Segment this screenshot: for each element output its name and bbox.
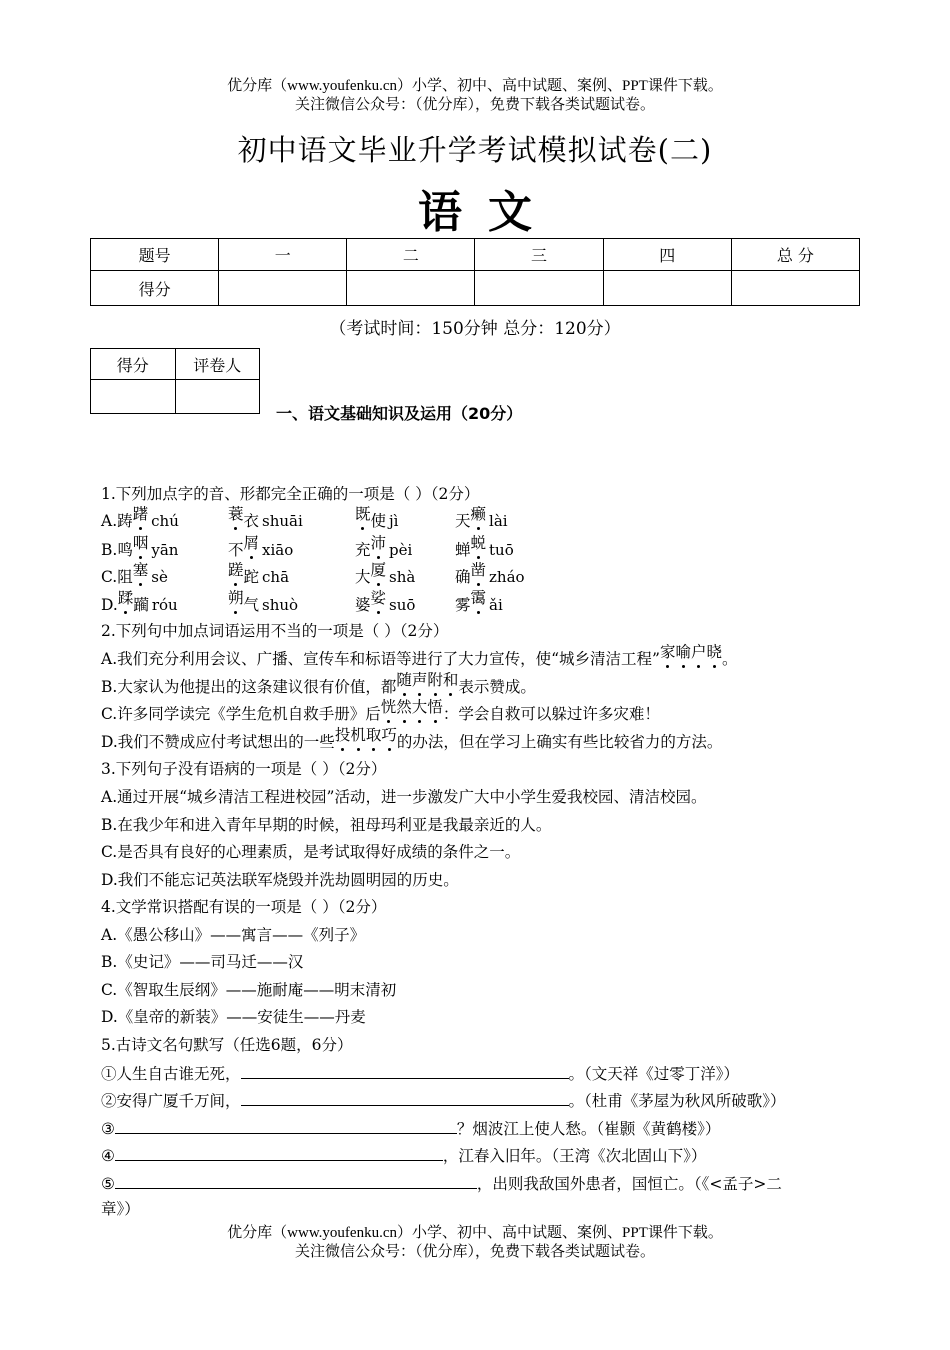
score-table (90, 238, 860, 306)
q1-option-item (228, 505, 303, 531)
q4-option-b: B.《史记》——司马迁——汉 (101, 953, 304, 971)
q1-option-item (101, 561, 168, 587)
footer-line-1: 优分库（www.youfenku.cn）小学、初中、高中试题、案例、PPT课件下载。 (227, 1225, 723, 1241)
dotted-char: 娑 (370, 589, 387, 607)
dotted-char: 癞 (470, 505, 487, 523)
option-label: C. (101, 568, 118, 586)
score-cell-total[interactable] (731, 271, 859, 306)
pinyin: shuāi (262, 512, 303, 530)
word-part: 确 (455, 568, 471, 586)
item-prefix: ③ (101, 1120, 115, 1138)
item-suffix: ，出则我敌国外患者，国恒亡。（《<孟子>二 (476, 1175, 782, 1193)
dotted-word (660, 643, 722, 661)
answer-blank[interactable] (115, 1144, 443, 1161)
grader-score-label: 得分 (91, 349, 176, 380)
item-prefix: ①人生自古谁无死， (101, 1065, 241, 1083)
dotted-char: 晓 (706, 643, 723, 661)
pinyin: suō (389, 596, 416, 614)
dotted-word (335, 726, 397, 744)
dotted-char: 凿 (470, 561, 487, 579)
q1-option-item (101, 534, 179, 560)
dotted-char: 随 (396, 671, 412, 689)
dotted-char: 恍 (380, 698, 397, 716)
q1-option-item (355, 589, 416, 615)
word-part: 躏 (133, 596, 149, 614)
q3-option-b: B.在我少年和进入青年早期的时候，祖母玛利亚是我最亲近的人。 (101, 816, 552, 834)
item-suffix: 。（杜甫《茅屋为秋风所破歌》） (568, 1092, 786, 1110)
sentence-part: ：学会自救可以躲过许多灾难！ (442, 705, 660, 723)
pinyin: ǎi (489, 596, 503, 614)
pinyin: yān (151, 541, 179, 559)
q1-option-item (455, 561, 525, 587)
score-header-part-1: 一 (219, 239, 347, 271)
q1-option-item (101, 505, 179, 531)
pinyin: chú (151, 512, 179, 530)
q5-stem: 5.古诗文名句默写（任选6题，6分） (101, 1036, 353, 1054)
dotted-char: 沛 (370, 534, 387, 552)
sentence-part: 。 (722, 650, 738, 668)
answer-blank[interactable] (241, 1062, 569, 1079)
q3-stem: 3.下列句子没有语病的一项是（ ）（2分） (101, 760, 387, 778)
exam-info: （考试时间：150分钟 总分：120分） (329, 319, 621, 339)
score-cell-3[interactable] (475, 271, 603, 306)
word-part: 使 (370, 512, 387, 530)
dotted-char: 咽 (132, 534, 149, 552)
q3-option-d: D.我们不能忘记英法联军烧毁并洗劫圆明园的历史。 (101, 871, 459, 889)
word-part: 雾 (455, 596, 471, 614)
word-part: 大 (355, 568, 371, 586)
score-header-part-3: 三 (475, 239, 603, 271)
score-cell-1[interactable] (219, 271, 347, 306)
q1-option-item (355, 534, 413, 560)
item-suffix: ？烟波江上使人愁。（崔颢《黄鹤楼》） (456, 1120, 721, 1138)
dotted-char: 蓑 (228, 505, 244, 523)
q5-item (101, 1117, 720, 1139)
q1-option-item (228, 561, 290, 587)
dotted-char: 投 (334, 726, 351, 744)
pinyin: sè (151, 568, 168, 586)
dotted-char: 霭 (470, 589, 487, 607)
q2-option (101, 726, 723, 752)
sentence-part: B.大家认为他提出的这条建议很有价值，都 (101, 678, 397, 696)
answer-blank[interactable] (115, 1117, 457, 1134)
pinyin: zháo (489, 568, 525, 586)
sentence-part: D.我们不赞成应付考试想出的一些 (101, 733, 335, 751)
pinyin: jì (389, 512, 399, 530)
dotted-char: 既 (355, 505, 371, 523)
q5-item (101, 1089, 786, 1111)
item-prefix: ②安得广厦千万间， (101, 1092, 241, 1110)
pinyin: shuò (262, 596, 299, 614)
q1-option-item (228, 534, 294, 560)
dotted-word (381, 698, 443, 716)
subject-title: 语文 (418, 187, 558, 238)
item-suffix: 。（文天祥《过零丁洋》） (568, 1065, 740, 1083)
word-part: 天 (455, 512, 471, 530)
pinyin: shà (389, 568, 416, 586)
word-part: 踌 (117, 512, 133, 530)
q1-option-item (101, 589, 178, 615)
section-title: 一、语文基础知识及运用（20分） (276, 404, 523, 423)
word-part: 阻 (117, 568, 133, 586)
score-header-total: 总 分 (731, 239, 859, 271)
word-part: 衣 (243, 512, 260, 530)
q1-option-item (355, 505, 399, 531)
q2-option (101, 698, 660, 724)
word-part: 充 (355, 541, 371, 559)
pinyin: pèi (389, 541, 413, 559)
word-part: 鸣 (117, 541, 133, 559)
q3-option-a: A.通过开展“城乡清洁工程进校园”活动，进一步激发广大中小学生爱我校园、清洁校园。 (101, 788, 707, 806)
dotted-char: 蜕 (470, 534, 487, 552)
grader-score-cell[interactable] (91, 380, 176, 414)
sentence-part: 的办法，但在学习上确实有些比较省力的方法。 (396, 733, 723, 751)
option-label: A. (101, 512, 118, 530)
item-prefix: ④ (101, 1147, 115, 1165)
q5-wrap-line: 章》） (101, 1200, 140, 1218)
score-cell-4[interactable] (603, 271, 731, 306)
exam-title: 初中语文毕业升学考试模拟试卷(二) (237, 133, 713, 167)
dotted-char: 声 (411, 671, 428, 689)
answer-blank[interactable] (115, 1172, 477, 1189)
score-header-part-4: 四 (603, 239, 731, 271)
q4-option-d: D.《皇帝的新装》——安徒生——丹麦 (101, 1008, 366, 1026)
answer-blank[interactable] (241, 1089, 569, 1106)
q1-option-item (355, 561, 416, 587)
word-part: 婆 (355, 596, 371, 614)
dotted-char: 机 (350, 726, 366, 744)
pinyin: tuō (489, 541, 514, 559)
dotted-char: 附 (427, 671, 443, 689)
dotted-char: 屑 (243, 534, 260, 552)
dotted-char: 厦 (370, 561, 387, 579)
q2-stem: 2.下列句中加点词语运用不当的一项是（ ）（2分） (101, 622, 449, 640)
pinyin: lài (489, 512, 508, 530)
footer-line-2: 关注微信公众号：（优分库），免费下载各类试题试卷。 (294, 1244, 655, 1260)
q2-option (101, 643, 738, 669)
dotted-char: 大 (411, 698, 428, 716)
q1-option-item (228, 589, 299, 615)
q4-option-c: C.《智取生辰纲》——施耐庵——明末清初 (101, 981, 397, 999)
word-part: 不 (228, 541, 244, 559)
option-label: D. (101, 596, 118, 614)
dotted-char: 蹉 (228, 561, 244, 579)
item-prefix: ⑤ (101, 1175, 115, 1193)
q1-stem: 1.下列加点字的音、形都完全正确的一项是（ ）（2分） (101, 485, 480, 503)
score-header-part-2: 二 (347, 239, 475, 271)
dotted-char: 然 (396, 698, 412, 716)
q5-item (101, 1062, 739, 1084)
header-line-1: 优分库（www.youfenku.cn）小学、初中、高中试题、案例、PPT课件下载。 (227, 78, 723, 94)
word-part: 蝉 (455, 541, 471, 559)
dotted-char: 躇 (132, 505, 149, 523)
grader-name-label: 评卷人 (175, 349, 260, 380)
dotted-char: 家 (659, 643, 676, 661)
sentence-part: 表示赞成。 (458, 678, 536, 696)
q4-option-a: A.《愚公移山》——寓言——《列子》 (101, 926, 366, 944)
dotted-char: 朔 (228, 589, 244, 607)
pinyin: róu (151, 596, 178, 614)
item-suffix: ，江春入旧年。（王湾《次北固山下》） (442, 1147, 707, 1165)
word-part: 跎 (243, 568, 260, 586)
q1-option-item (455, 505, 508, 531)
q1-option-item (455, 589, 503, 615)
q1-option-item (455, 534, 514, 560)
dotted-char: 喻 (675, 643, 692, 661)
q4-stem: 4.文学常识搭配有误的一项是（ ）（2分） (101, 898, 387, 916)
dotted-char: 取 (365, 726, 382, 744)
q2-option (101, 671, 536, 697)
word-part: 气 (243, 596, 260, 614)
q3-option-c: C.是否具有良好的心理素质，是考试取得好成绩的条件之一。 (101, 843, 521, 861)
dotted-char: 塞 (132, 561, 149, 579)
header-line-2: 关注微信公众号：（优分库），免费下载各类试题试卷。 (294, 97, 655, 113)
score-row-label: 得分 (91, 271, 219, 306)
grader-name-cell[interactable] (175, 380, 260, 414)
option-label: B. (101, 541, 118, 559)
sentence-part: C.许多同学读完《学生危机自救手册》后 (101, 705, 381, 723)
score-header-label: 题号 (91, 239, 219, 271)
dotted-char: 和 (442, 671, 459, 689)
score-cell-2[interactable] (347, 271, 475, 306)
q5-item (101, 1144, 706, 1166)
dotted-word (396, 671, 458, 689)
dotted-char: 蹂 (117, 589, 134, 607)
pinyin: chā (262, 568, 290, 586)
pinyin: xiāo (262, 541, 294, 559)
dotted-char: 悟 (427, 698, 443, 716)
sentence-part: A.我们充分利用会议、广播、宣传车和标语等进行了大力宣传，使“城乡清洁工程” (101, 650, 660, 668)
dotted-char: 户 (691, 643, 707, 661)
dotted-char: 巧 (381, 726, 397, 744)
grader-table (90, 348, 260, 414)
q5-item (101, 1172, 782, 1194)
